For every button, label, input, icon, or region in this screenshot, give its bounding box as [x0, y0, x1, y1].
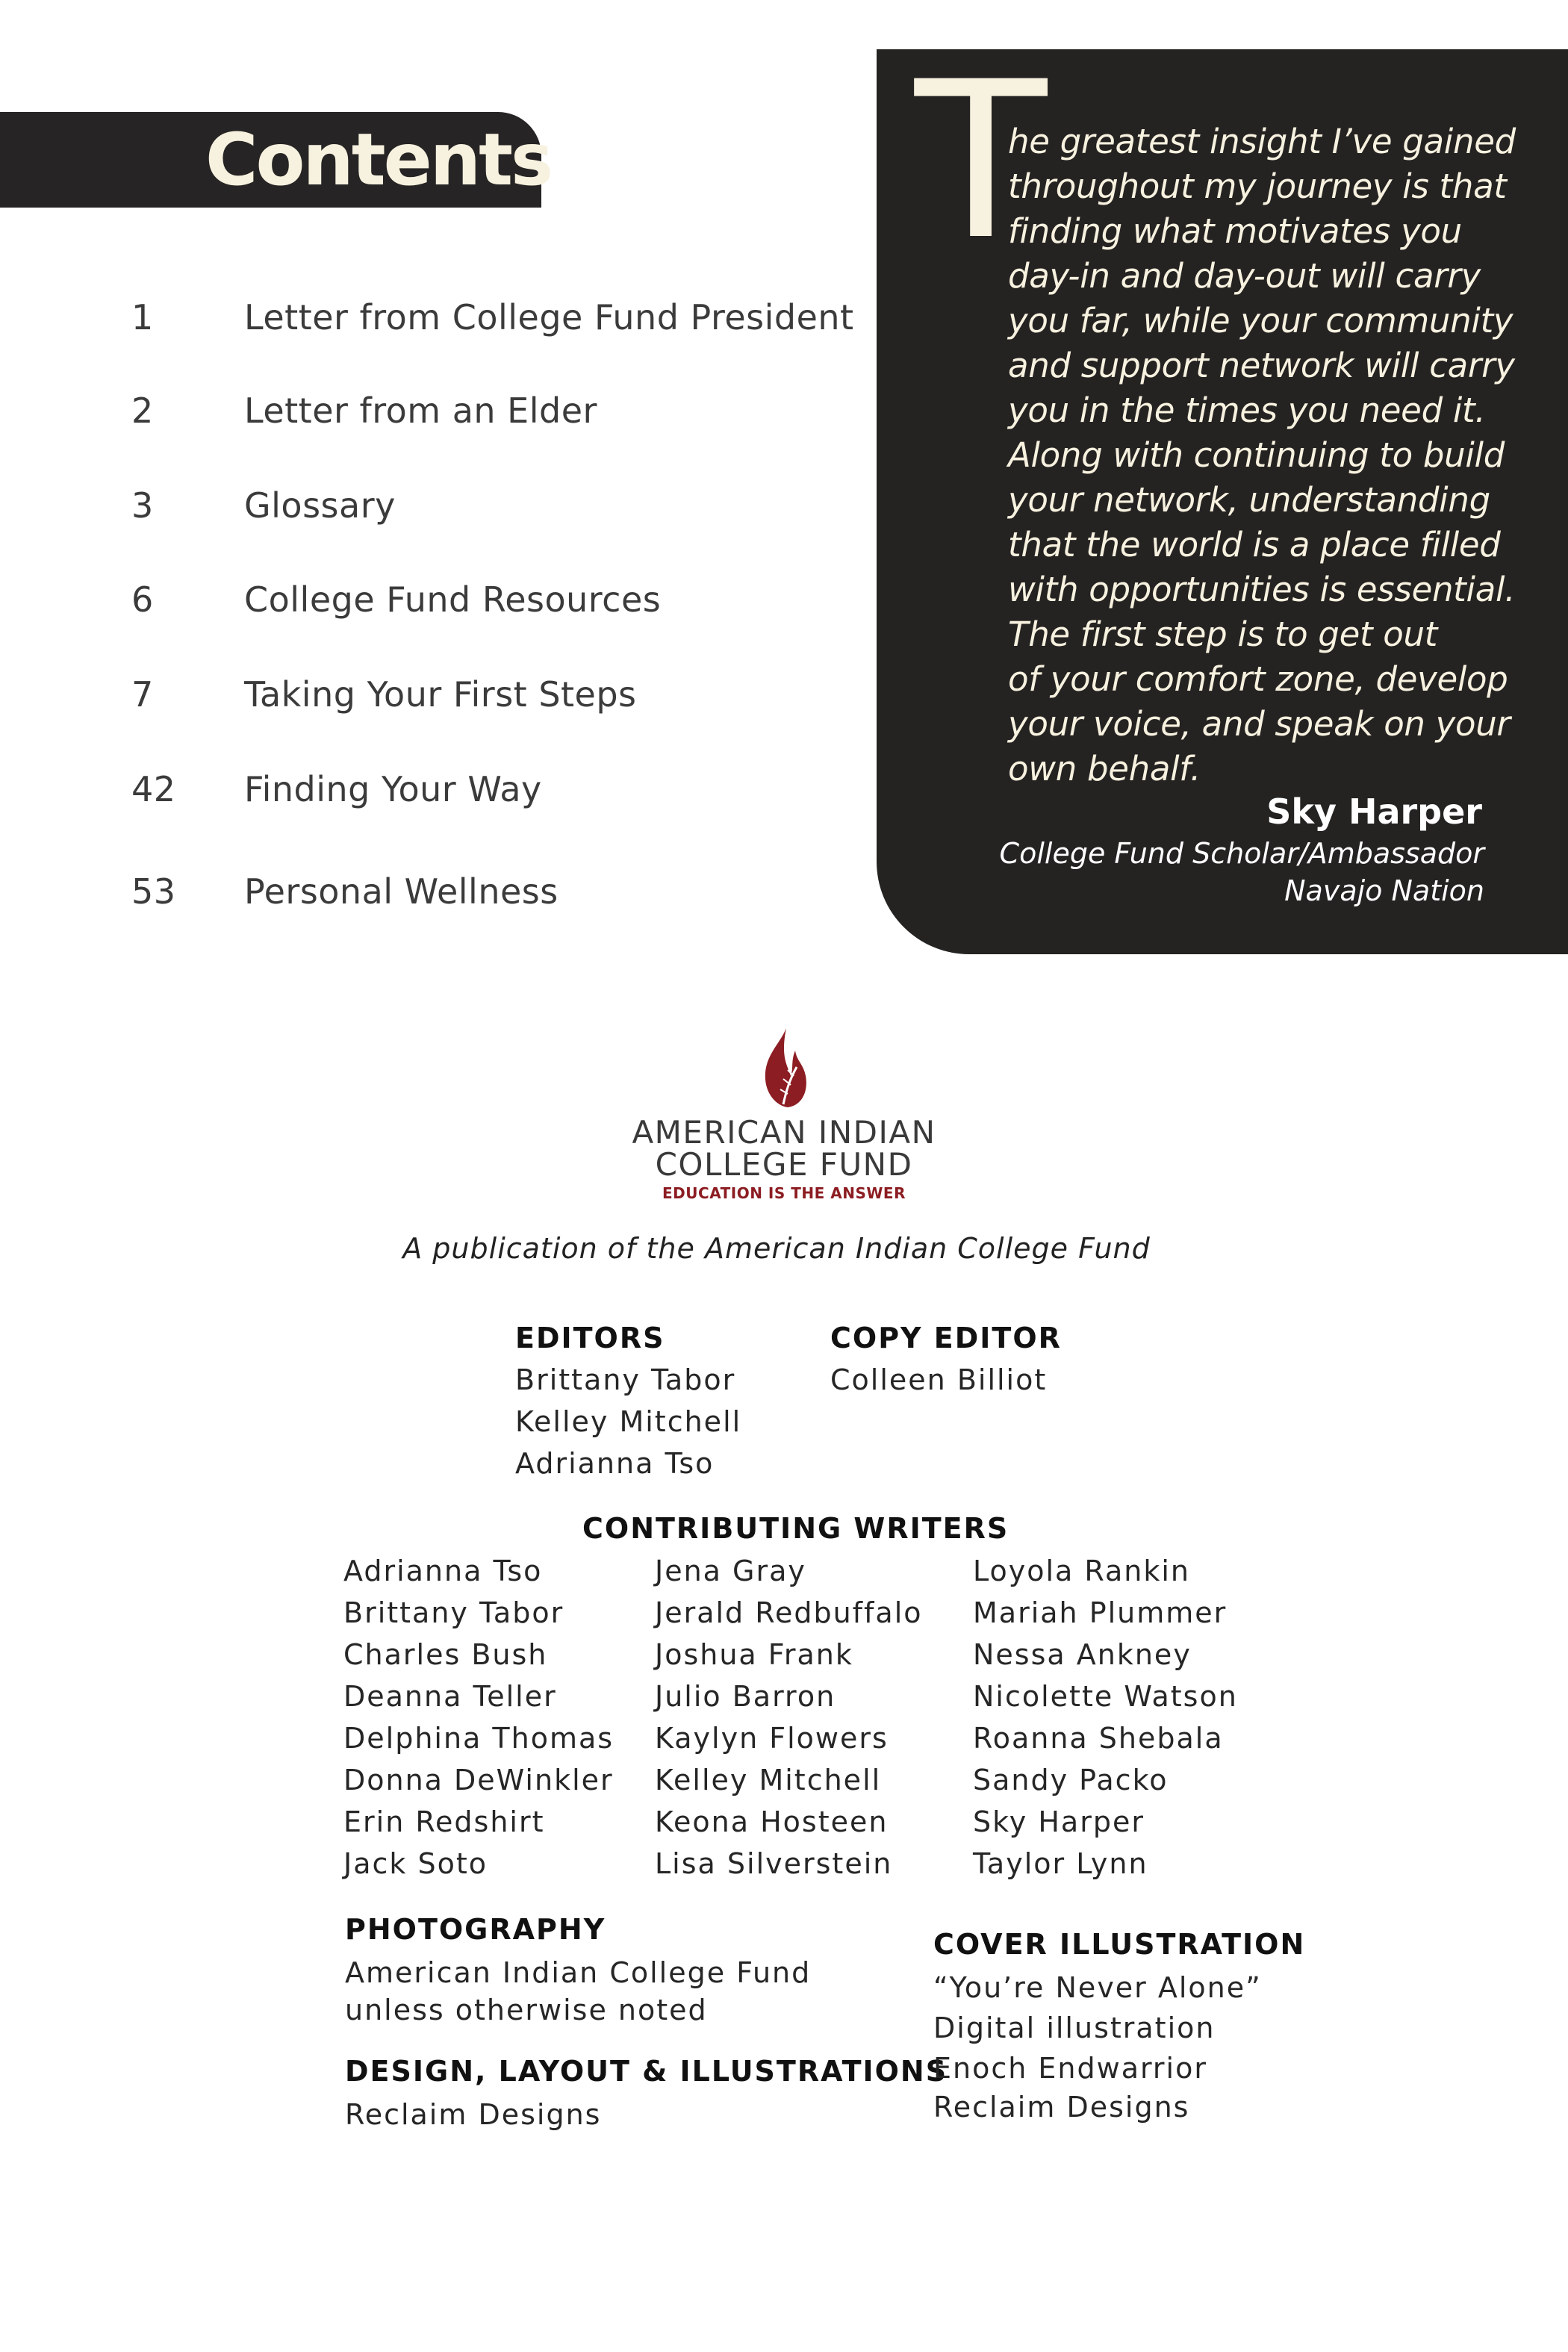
editor-name: Kelley Mitchell [515, 1405, 742, 1438]
writer-name: Delphina Thomas [343, 1722, 615, 1755]
cover-credit: Enoch Endwarrior [933, 2052, 1207, 2085]
quote-line: that the world is a place filled [1008, 525, 1501, 564]
quote-line: and support network will carry [1008, 346, 1515, 385]
photography-credit: American Indian College Fund [345, 1956, 812, 1989]
cover-credit: Reclaim Designs [933, 2091, 1190, 2124]
quote-author: Sky Harper [1266, 791, 1482, 832]
toc-page-number: 42 [131, 769, 176, 809]
logo-wordmark-line2: COLLEGE FUND [655, 1146, 913, 1183]
quote-line: with opportunities is essential. [1008, 570, 1516, 609]
editors-heading: EDITORS [515, 1322, 665, 1354]
writer-name: Julio Barron [655, 1680, 836, 1713]
toc-page-number: 7 [131, 674, 154, 715]
writer-name: Jack Soto [343, 1847, 488, 1880]
quote-line: The first step is to get out [1008, 615, 1438, 654]
quote-line: you far, while your community [1008, 301, 1513, 340]
writer-name: Loyola Rankin [973, 1555, 1190, 1587]
writer-name: Joshua Frank [655, 1638, 853, 1671]
design-heading: DESIGN, LAYOUT & ILLUSTRATIONS [345, 2055, 948, 2088]
copy-editor-heading: COPY EDITOR [830, 1322, 1062, 1354]
photography-heading: PHOTOGRAPHY [345, 1913, 606, 1946]
toc-page-number: 2 [131, 391, 154, 431]
writer-name: Sky Harper [973, 1805, 1145, 1838]
toc-entry-title[interactable]: College Fund Resources [244, 579, 662, 620]
copy-editor-name: Colleen Billiot [830, 1363, 1048, 1396]
writer-name: Kaylyn Flowers [655, 1722, 889, 1755]
toc-page-number: 53 [131, 871, 176, 912]
writer-name: Lisa Silverstein [655, 1847, 893, 1880]
logo-wordmark-line1: AMERICAN INDIAN [632, 1114, 936, 1151]
photography-credit: unless otherwise noted [345, 1994, 708, 2026]
writer-name: Brittany Tabor [343, 1596, 564, 1629]
toc-entry-title[interactable]: Finding Your Way [244, 769, 542, 809]
toc-page-number: 1 [131, 297, 154, 337]
writer-name: Deanna Teller [343, 1680, 557, 1713]
cover-credit: “You’re Never Alone” [933, 1971, 1262, 2004]
writer-name: Taylor Lynn [973, 1847, 1148, 1880]
writer-name: Sandy Packo [973, 1764, 1169, 1796]
quote-line: finding what motivates you [1008, 211, 1462, 251]
editor-name: Brittany Tabor [515, 1363, 736, 1396]
writer-name: Nicolette Watson [973, 1680, 1238, 1713]
editor-name: Adrianna Tso [515, 1447, 715, 1480]
writer-name: Kelley Mitchell [655, 1764, 882, 1796]
quote-line: your network, understanding [1008, 480, 1490, 520]
writer-name: Jerald Redbuffalo [655, 1596, 923, 1629]
writer-name: Adrianna Tso [343, 1555, 543, 1587]
quote-author-role: College Fund Scholar/Ambassador [999, 837, 1484, 870]
toc-entry-title[interactable]: Glossary [244, 485, 396, 526]
writer-name: Mariah Plummer [973, 1596, 1228, 1629]
quote-line: day-in and day-out will carry [1008, 256, 1481, 296]
contributing-writers-heading: CONTRIBUTING WRITERS [582, 1512, 1009, 1545]
cover-illustration-heading: COVER ILLUSTRATION [933, 1928, 1306, 1961]
contents-title: Contents [205, 118, 552, 202]
quote-line: your voice, and speak on your [1008, 704, 1511, 744]
quote-dropcap: T [915, 36, 1048, 287]
writer-name: Erin Redshirt [343, 1805, 545, 1838]
toc-entry-title[interactable]: Letter from College Fund President [244, 297, 854, 337]
writer-name: Keona Hosteen [655, 1805, 889, 1838]
toc-entry-title[interactable]: Personal Wellness [244, 871, 559, 912]
toc-entry-title[interactable]: Letter from an Elder [244, 391, 597, 431]
writer-name: Jena Gray [655, 1555, 806, 1587]
publication-note: A publication of the American Indian College Fund [402, 1232, 1151, 1265]
quote-line: throughout my journey is that [1008, 167, 1507, 206]
writer-name: Nessa Ankney [973, 1638, 1192, 1671]
toc-page-number: 6 [131, 579, 154, 620]
writer-name: Roanna Shebala [973, 1722, 1224, 1755]
writer-name: Charles Bush [343, 1638, 548, 1671]
cover-credit: Digital illustration [933, 2012, 1216, 2044]
quote-line: you in the times you need it. [1008, 391, 1486, 430]
quote-line: he greatest insight I’ve gained [1008, 122, 1516, 161]
design-credit: Reclaim Designs [345, 2098, 602, 2131]
writer-name: Donna DeWinkler [343, 1764, 614, 1796]
toc-page-number: 3 [131, 485, 154, 526]
quote-line: own behalf. [1008, 749, 1201, 788]
quote-author-nation: Navajo Nation [1284, 874, 1484, 907]
toc-entry-title[interactable]: Taking Your First Steps [244, 674, 637, 715]
quote-line: of your comfort zone, develop [1008, 659, 1508, 699]
logo-tagline: EDUCATION IS THE ANSWER [662, 1184, 906, 1202]
flame-feather-icon [758, 1027, 812, 1109]
quote-line: Along with continuing to build [1008, 435, 1505, 475]
